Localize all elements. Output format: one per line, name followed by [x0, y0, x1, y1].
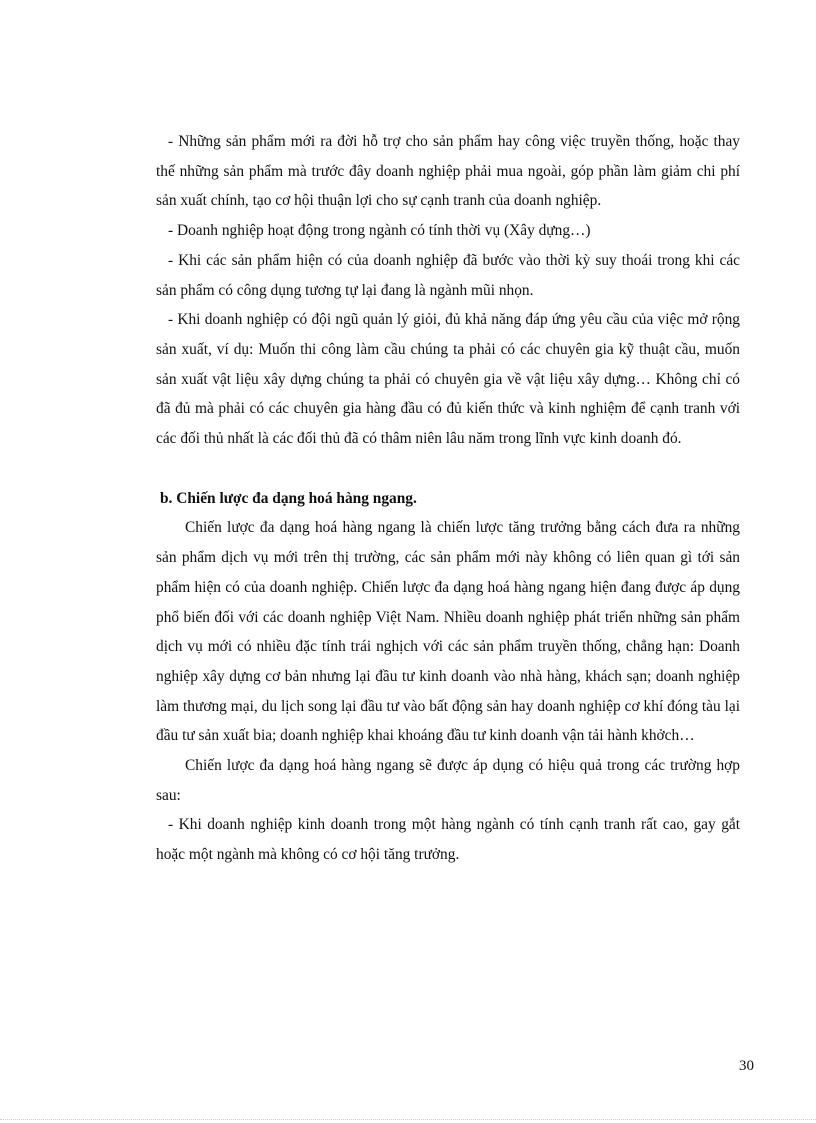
paragraph-horizontal-diversification: Chiến lược đa dạng hoá hàng ngang là chiến lược tăng trưởng bằng cách đưa ra những sản phẩm dịch vụ mới trên thị trường, các sản phẩm mới này không có liên quan gì tới sản phẩm hiện có của doanh nghiệp. Chiến lược đa dạng hoá hàng ngang hiện đang được áp dụng phổ biến đối với các doanh nghiệp Việt Nam. Nhiều doanh nghiệp phát triển những sản phẩm dịch vụ mới có nhiều đặc tính trái nghịch với các sản phẩm truyền thống, chẳng hạn: Doanh nghiệp xây dựng cơ bản nhưng lại đầu tư kinh doanh vào nhà hàng, khách sạn; doanh nghiệp làm thương mại, du lịch song lại đầu tư vào bất động sản hay doanh nghiệp cơ khí đóng tàu lại đầu tư sản xuất bia; doanh nghiệp khai khoáng đầu tư kinh doanh vận tải hành khởch…: [156, 519, 740, 745]
page-number: 30: [739, 1058, 754, 1074]
body-text: [156, 127, 740, 870]
section-heading: b. Chiến lược đa dạng hoá hàng ngang.: [160, 489, 417, 507]
paragraph-applicable-cases: Chiến lược đa dạng hoá hàng ngang sẽ được áp dụng có hiệu quả trong các trường hợp sau:: [156, 757, 740, 804]
page-bottom-divider: [0, 1119, 816, 1120]
paragraph-management-team: - Khi doanh nghiệp có đội ngũ quản lý giỏi, đủ khả năng đáp ứng yêu cầu của việc mở rộng sản xuất, ví dụ: Muốn thi công làm cầu chúng ta phải có các chuyên gia kỹ thuật cầu, muốn sản xuất vật liệu xây dựng chúng ta phải có chuyên gia về vật liệu xây dựng… Không chỉ có đã đủ mà phải có các chuyên gia hàng đầu có đủ kiến thức và kinh nghiệm để cạnh tranh với các đối thủ nhất là các đối thủ đã có thâm niên lâu năm trong lĩnh vực kinh doanh đó.: [156, 311, 740, 448]
paragraph-supporting-products: - Những sản phẩm mới ra đời hỗ trợ cho sản phẩm hay công việc truyền thống, hoặc thay thế những sản phẩm mà trước đây doanh nghiệp phải mua ngoài, góp phần làm giảm chi phí sản xuất chính, tạo cơ hội thuận lợi cho sự cạnh tranh của doanh nghiệp.: [156, 133, 740, 210]
paragraph-decline-stage: - Khi các sản phẩm hiện có của doanh nghiệp đã bước vào thời kỳ suy thoái trong khi các sản phẩm có công dụng tương tự lại đang là ngành mũi nhọn.: [156, 251, 740, 299]
paragraph-high-competition: - Khi doanh nghiệp kinh doanh trong một hàng ngành có tính cạnh tranh rất cao, gay gắt hoặc một ngành mà không có cơ hội tăng trưởng.: [156, 816, 740, 864]
paragraph-seasonal-industry: - Doanh nghiệp hoạt động trong ngành có tính thời vụ (Xây dựng…): [168, 222, 591, 240]
